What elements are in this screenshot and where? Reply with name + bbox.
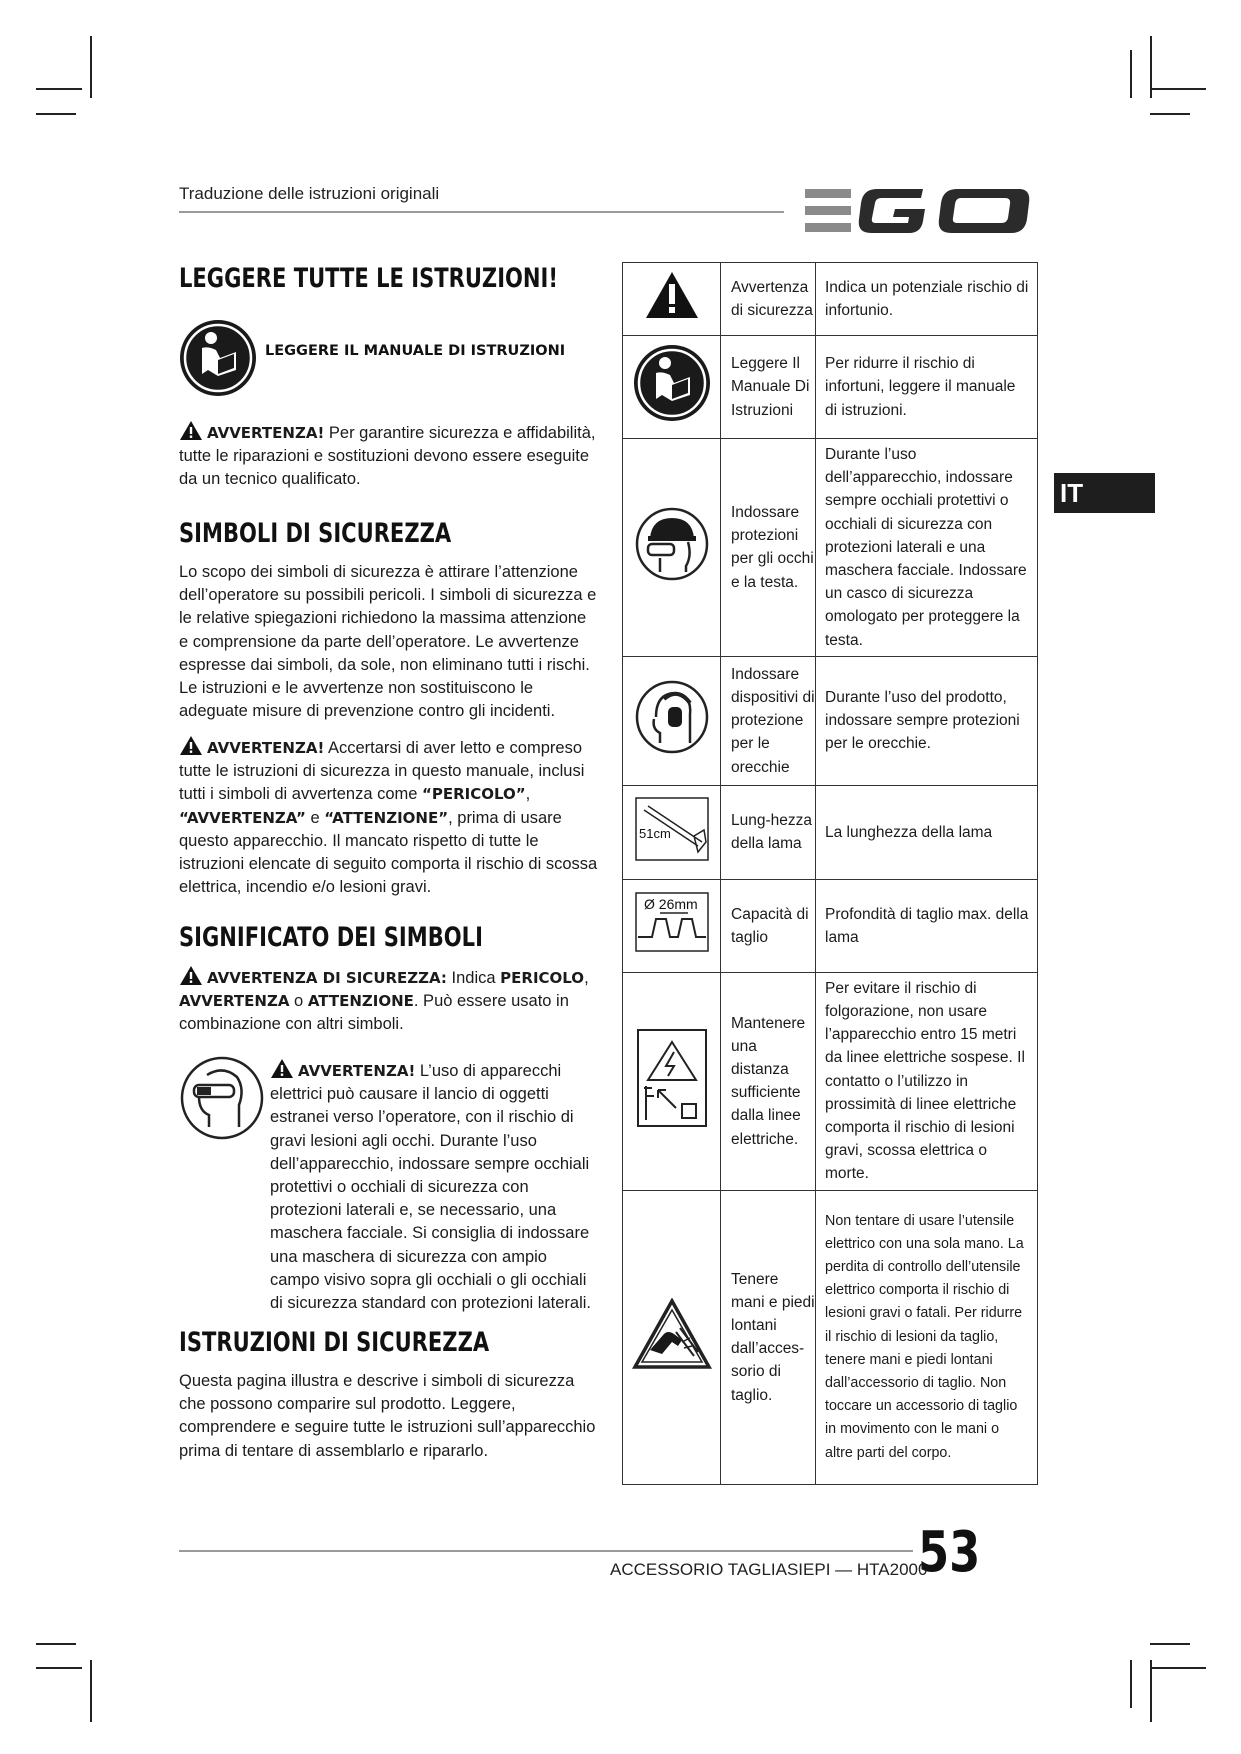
warning-triangle-icon — [179, 965, 203, 986]
conj-o: o — [294, 992, 304, 1011]
blade-length-icon — [634, 796, 710, 862]
crop-mark — [1150, 88, 1206, 90]
symbol-name: Mantenere una distanza sufficiente dalla linee elettriche. — [721, 972, 816, 1190]
warning-repairs — [179, 420, 599, 492]
crop-mark — [36, 113, 76, 115]
symbol-desc: Durante l’uso del prodotto, indossare sempre protezioni per le orecchie. — [816, 656, 1038, 785]
language-tab: IT — [1054, 473, 1155, 513]
conj-e: e — [310, 808, 320, 827]
read-manual-icon — [178, 318, 258, 398]
warning-label: AVVERTENZA! — [298, 1062, 416, 1080]
warning-label: AVVERTENZA! — [207, 424, 325, 442]
read-manual-icon — [632, 343, 712, 423]
ear-protection-icon — [634, 679, 710, 755]
warning-triangle-icon — [179, 420, 203, 441]
power-line-distance-icon — [636, 1028, 708, 1128]
alert-text-1: Indica — [451, 969, 496, 987]
title-meaning: SIGNIFICATO DEI SIMBOLI — [179, 922, 483, 953]
page-number: 53 — [918, 1520, 981, 1585]
table-row — [623, 263, 1038, 336]
warning-text-2: , prima di usare questo apparecchio. Il mancato rispetto di tutte le istruzioni elencate di seguito comporta il rischio di scossa elettrica, incendio e/o lesioni gravi. — [179, 808, 598, 897]
symbol-desc: Profondità di taglio max. della lama — [816, 879, 1038, 972]
term-avvertenza: “AVVERTENZA” — [179, 808, 306, 827]
title-read-all: LEGGERE TUTTE LE ISTRUZIONI! — [179, 263, 559, 294]
table-row — [623, 1190, 1038, 1484]
term-attenzione: ATTENZIONE — [307, 992, 414, 1011]
crop-mark — [36, 1667, 82, 1669]
symbol-name: Tenere mani e piedi lontani dall’acces-sorio di taglio. — [721, 1190, 816, 1484]
symbol-name: Indossare dispositivi di protezione per le orecchie — [721, 656, 816, 785]
crop-mark — [36, 88, 82, 90]
cutting-capacity-icon — [634, 891, 710, 953]
warning-triangle-icon — [644, 270, 700, 320]
symbol-desc: Per evitare il rischio di folgorazione, non usare l’apparecchio entro 15 metri da linee elettriche sospese. Il contatto o l’utilizzo in prossimità di linee elettriche comporta il rischio di lesioni gravi, scossa elettrica o morte. — [816, 972, 1038, 1190]
term-attenzione: “ATTENZIONE” — [324, 808, 449, 827]
crop-mark — [90, 1660, 92, 1722]
crop-mark — [90, 36, 92, 98]
ego-logo — [805, 183, 1037, 239]
symbol-name: Indossare protezioni per gli occhi e la testa. — [721, 439, 816, 657]
table-row — [623, 336, 1038, 439]
term-avvertenza: AVVERTENZA — [179, 992, 290, 1011]
crop-mark — [36, 1643, 76, 1645]
alert-label: AVVERTENZA DI SICUREZZA: — [207, 969, 447, 987]
crop-mark — [1130, 1660, 1132, 1708]
eye-head-protection-icon — [634, 506, 710, 582]
blade-length-label: 51cm — [638, 825, 671, 841]
manual-label: LEGGERE IL MANUALE DI ISTRUZIONI — [265, 343, 566, 359]
warning-triangle-icon — [270, 1058, 294, 1079]
table-row — [623, 879, 1038, 972]
punct-comma: , — [525, 785, 531, 804]
warning-text: L’uso di apparecchi elettrici può causare il lancio di oggetti estranei verso l’operatore, con il rischio di gravi lesioni agli occhi. Durante l’uso dell’apparecchio, indossare sempre occhiali protettivi o occhiali di sicurezza con protezioni laterali e, se necessario, una maschera facciale. Si consiglia di indossare una maschera di sicurezza con ampio campo visivo sopra gli occhiali o gli occhiali di sicurezza standard con protezioni laterali. — [270, 1062, 592, 1313]
header-subtitle: Traduzione delle istruzioni originali — [179, 184, 440, 203]
warning-goggles — [270, 1058, 600, 1315]
alert-text-2: . Può essere usato in combinazione con altri simboli. — [179, 992, 569, 1034]
symbols-paragraph: Lo scopo dei simboli di sicurezza è attirare l’attenzione dell’operatore su possibili pericoli. I simboli di sicurezza e le relative spiegazioni richiedono la massima attenzione e comprensione da parte dell’operatore. Le avvertenze espresse dai simboli, da sole, non eliminano tutti i rischi. Le istruzioni e le avvertenze non sostituiscono le adeguate misure di prevenzione contro gli incidenti. — [179, 563, 597, 721]
crop-mark — [1150, 113, 1190, 115]
warning-triangle-icon — [179, 735, 203, 756]
safety-goggles-icon — [179, 1055, 265, 1141]
symbol-desc: Non tentare di usare l’utensile elettrico con una sola mano. La perdita di controllo dell’utensile elettrico comporta il rischio di lesioni gravi o fatali. Per ridurre il rischio di lesioni da taglio, tenere mani e piedi lontani dall’accessorio di taglio. Non toccare un accessorio di taglio in movimento con le mani o altre parti del corpo. — [816, 1190, 1038, 1484]
symbol-name: Capacità di taglio — [721, 879, 816, 972]
table-row — [623, 972, 1038, 1190]
symbol-table — [622, 262, 1038, 1485]
warning-label: AVVERTENZA! — [207, 739, 325, 757]
title-safety-instructions: ISTRUZIONI DI SICUREZZA — [179, 1327, 490, 1358]
keep-hands-away-icon — [632, 1298, 712, 1370]
crop-mark — [1150, 1667, 1206, 1669]
table-row — [623, 785, 1038, 879]
footer-product: ACCESSORIO TAGLIASIEPI — HTA2000 — [610, 1560, 928, 1579]
warning-text: Per garantire sicurezza e affidabilità, tutte le riparazioni e sostituzioni devono essere eseguite da un tecnico qualificato. — [179, 424, 596, 489]
symbol-desc: Indica un potenziale rischio di infortunio. — [816, 263, 1038, 336]
table-row — [623, 656, 1038, 785]
symbol-desc: Durante l’uso dell’apparecchio, indossare sempre occhiali protettivi o occhiali di sicurezza con protezioni laterali e una maschera facciale. Indossare un casco di sicurezza omologato per proteggere la testa. — [816, 439, 1038, 657]
term-pericolo: “PERICOLO” — [422, 785, 526, 804]
instructions-paragraph: Questa pagina illustra e descrive i simboli di sicurezza che possono comparire sul prodotto. Leggere, comprendere e seguire tutte le istruzioni sull’apparecchio prima di tentare di assemblarlo e ripararlo. — [179, 1372, 596, 1460]
symbol-desc: Per ridurre il rischio di infortuni, leggere il manuale di istruzioni. — [816, 336, 1038, 439]
crop-mark — [1150, 1660, 1152, 1722]
symbol-name: Avvertenza di sicurezza — [721, 263, 816, 336]
crop-mark — [1130, 50, 1132, 98]
title-safety-symbols: SIMBOLI DI SICUREZZA — [179, 518, 452, 549]
symbol-name: Lung-hezza della lama — [721, 785, 816, 879]
symbol-desc: La lunghezza della lama — [816, 785, 1038, 879]
punct-comma: , — [584, 969, 589, 987]
footer-rule — [179, 1550, 913, 1552]
safety-alert-definition — [179, 965, 599, 1037]
table-row — [623, 439, 1038, 657]
crop-mark — [1150, 1643, 1190, 1645]
symbol-name: Leggere Il Manuale Di Istruzioni — [721, 336, 816, 439]
warning-read-manual — [179, 735, 599, 899]
cutting-capacity-label: Ø 26mm — [643, 896, 698, 913]
term-pericolo: PERICOLO — [500, 969, 585, 987]
warning-text-1: Accertarsi di aver letto e compreso tutte le istruzioni di sicurezza in questo manuale, inclusi tutti i simboli di avvertenza come — [179, 739, 585, 804]
header-rule — [179, 211, 784, 213]
